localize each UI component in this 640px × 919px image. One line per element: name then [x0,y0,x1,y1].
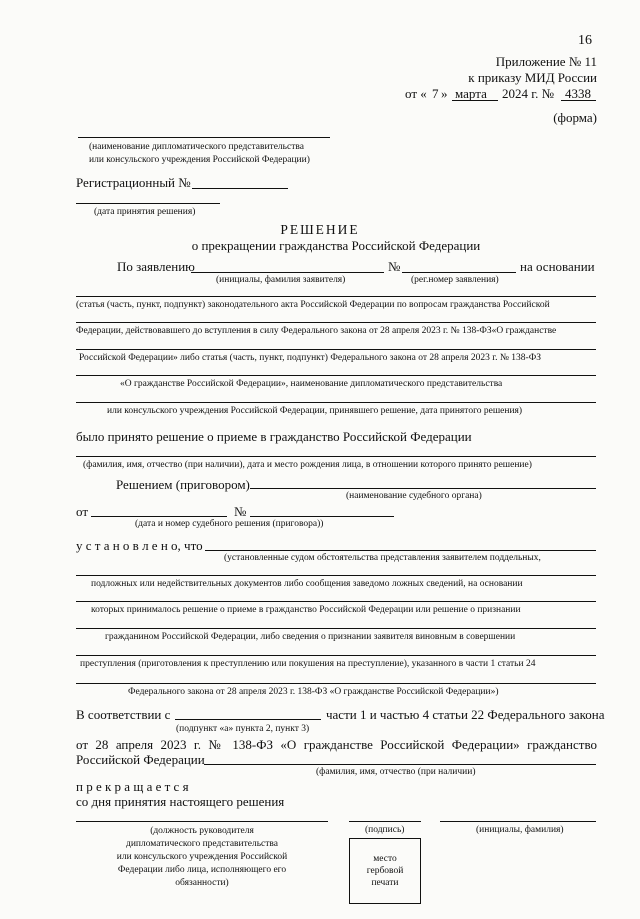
court-number-line [250,516,394,517]
established-line [205,550,596,551]
registration-label: Регистрационный № [76,175,191,190]
accordance-tail: части 1 и частью 4 статьи 22 Федерального закона [326,707,605,722]
initials-note: (инициалы, фамилия) [476,825,564,835]
subpoint-note: (подпункт «а» пункта 2, пункт 3) [176,724,310,734]
fact-note-3: которых принималось решение о приеме в гражданство Российской Федерации или решение о признании [91,605,521,615]
fact-note-6: Федерального закона от 28 апреля 2023 г. 138-ФЗ «О гражданстве Российской Федерации») [128,687,499,697]
fact-line-4 [76,628,596,629]
appendix-month: марта [455,86,487,101]
position-note-2: дипломатического представительства [126,839,278,849]
fio-line [204,764,596,765]
stamp-text-1: место [373,854,397,864]
mission-name-line [78,137,330,138]
fact-note-5: преступления (приготовления к преступлению или покушения на преступление), указанного в части 1 статьи 24 [80,659,536,669]
person-note: (фамилия, имя, отчество (при наличии), дата и место рождения лица, в отношении которого принято решение) [83,460,532,470]
stamp-text-3: печати [371,878,399,888]
from-label: от [76,504,89,519]
law-basis-line-5 [76,402,596,403]
reg-number-note: (рег.номер заявления) [411,275,499,285]
stamp-text-2: гербовой [366,866,404,876]
law-note-4: «О гражданстве Российской Федерации», наименование дипломатического представительства [120,379,503,389]
decision-date-note: (дата принятия решения) [94,207,196,217]
page-number: 16 [578,33,592,48]
law-basis-line-3 [76,349,596,350]
appendix-line-1: Приложение № 11 [495,54,597,69]
accordance-label: В соответствии с [76,707,171,722]
document-title: РЕШЕНИЕ [280,222,360,237]
position-note-5: обязанности) [175,878,229,888]
mission-note-2: или консульского учреждения Российской Федерации) [89,155,310,165]
position-note-1: (должность руководителя [150,826,254,836]
law-note-5: или консульского учреждения Российской Федерации, принявшего решение, дата принятого решения) [107,406,523,416]
fio-note: (фамилия, имя, отчество (при наличии) [316,767,476,777]
stamp-box [349,838,421,904]
appendix-date-mid: » [441,86,448,101]
position-note-4: Федерации либо лица, исполняющего его [117,865,287,875]
on-basis-label: на основании [520,259,595,274]
form-label: (форма) [553,110,597,125]
position-note-3: или консульского учреждения Российской [116,852,288,862]
appendix-year: 2024 г. № [502,86,555,101]
law-note-3: Российской Федерации» либо статья (часть, пункт, подпункт) Федерального закона от 28 апреля 2023 г. № 138-ФЗ [79,353,541,363]
court-name-note: (наименование судебного органа) [346,491,482,501]
applicant-line [191,272,384,273]
established-label: у с т а н о в л е н о, что [76,538,203,553]
fact-line-3 [76,601,596,602]
fact-note-1: (установленные судом обстоятельства представления заявителем поддельных, [224,553,541,563]
from-date-label: со дня принятия настоящего решения [76,794,285,809]
rf-label: Российской Федерации [76,752,205,767]
person-line [76,456,596,457]
terminated-label: п р е к р а щ а е т с я [76,779,189,794]
court-date-note: (дата и номер судебного решения (приговора)) [135,519,324,529]
law-basis-line-2 [76,322,596,323]
fact-note-4: гражданином Российской Федерации, либо сведения о признании заявителя виновным в совершении [105,632,516,642]
fact-line-6 [76,683,596,684]
signature-note: (подпись) [365,825,405,835]
appendix-day: 7 [432,86,439,101]
decision-date-line [76,203,220,204]
appendix-line-2: к приказу МИД России [468,70,597,85]
mission-note-1: (наименование дипломатического представительства [89,142,304,152]
law-note-1: (статья (часть, пункт, подпункт) законодательного акта Российской Федерации по вопросам гражданства Российской [76,300,550,310]
application-number-line [402,272,516,273]
document-subtitle: о прекращении гражданства Российской Федерации [191,238,481,253]
initials-line [440,821,596,822]
application-number-sign: № [388,259,401,274]
appendix-date-prefix: от « [405,86,427,101]
court-name-line [250,488,596,489]
law-line: от 28 апреля 2023 г. № 138-ФЗ «О гражданстве Российской Федерации» гражданство [76,737,597,752]
decision-made-text: было принято решение о приеме в гражданство Российской Федерации [76,429,472,444]
court-number-sign: № [234,504,247,519]
signature-line [349,821,421,822]
court-decision-label: Решением (приговором) [116,477,250,492]
registration-number-line [192,188,288,189]
position-line [76,821,328,822]
applicant-note: (инициалы, фамилия заявителя) [216,275,346,285]
appendix-order-number: 4338 [565,86,591,101]
by-application-label: По заявлению [117,259,195,274]
law-basis-line-4 [76,375,596,376]
subpoint-line [175,719,321,720]
fact-note-2: подложных или недействительных документов либо сообщения заведомо ложных сведений, на основании [91,579,523,589]
fact-line-5 [76,655,596,656]
fact-line-2 [76,575,596,576]
law-basis-line-1 [76,296,596,297]
law-note-2: Федерации, действовавшего до вступления в силу Федерального закона от 28 апреля 2023 г. № 138-ФЗ«О гражданстве [76,326,557,336]
court-date-line [91,516,227,517]
